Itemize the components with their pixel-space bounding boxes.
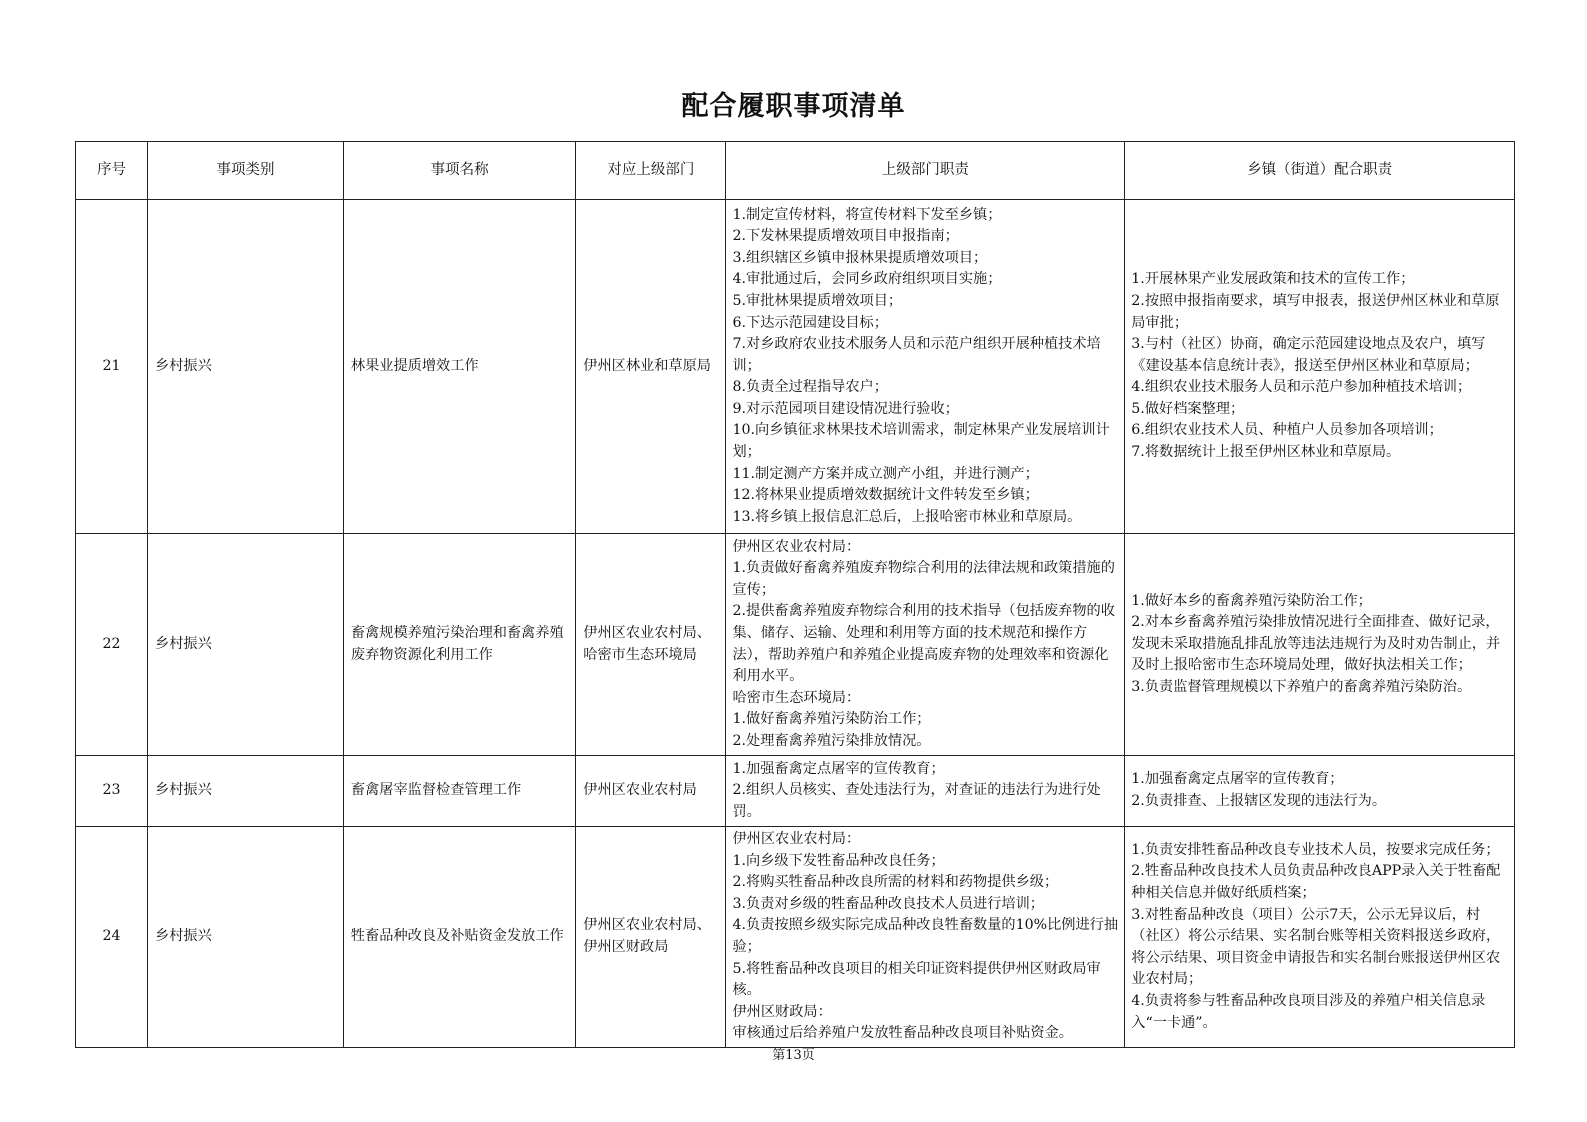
- page-number: 第13页: [772, 1048, 815, 1063]
- row-duties: 1.制定宣传材料，将宣传材料下发至乡镇； 2.下发林果提质增效项目申报指南； 3.组织辖区乡镇申报林果提质增效项目； 4.审批通过后，会同乡政府组织项目实施； 5.审批林果提质增效项目； 6.下达示范园建设目标； 7.对乡政府农业技术服务人员和示范户组织开展种植技术培训； 8.负责全过程指导农户； 9.对示范园项目建设情况进行验收； 10.向乡镇征求林果技术培训需求，制定林果产业发展培训计划； 11.制定测产方案并成立测产小组，并进行测产； 12.将林果业提质增效数据统计文件转发至乡镇； 13.将乡镇上报信息汇总后，上报哈密市林业和草原局。: [726, 200, 1125, 534]
- row-department: 伊州区林业和草原局: [576, 200, 726, 534]
- row-no: 24: [76, 827, 148, 1048]
- table-row: [76, 827, 1515, 1048]
- row-duties: 伊州区农业农村局： 1.负责做好畜禽养殖废弃物综合利用的法律法规和政策措施的宣传； 2.提供畜禽养殖废弃物综合利用的技术指导（包括废弃物的收集、储存、运输、处理和利用等方面的技术规范和操作方法），帮助养殖户和养殖企业提高废弃物的处理效率和资源化利用水平。 哈密市生态环境局： 1.做好畜禽养殖污染防治工作； 2.处理畜禽养殖污染排放情况。: [726, 534, 1125, 756]
- row-category: 乡村振兴: [148, 827, 344, 1048]
- table-row: [76, 534, 1515, 756]
- row-department: 伊州区农业农村局、伊州区财政局: [576, 827, 726, 1048]
- row-name: 牲畜品种改良及补贴资金发放工作: [343, 827, 575, 1048]
- row-category: 乡村振兴: [148, 756, 344, 827]
- row-department: 伊州区农业农村局: [576, 756, 726, 827]
- header-no: 序号: [76, 142, 148, 200]
- header-category: 事项类别: [148, 142, 344, 200]
- header-duties: 上级部门职责: [726, 142, 1125, 200]
- row-town-duties: 1.开展林果产业发展政策和技术的宣传工作； 2.按照申报指南要求，填写申报表，报送伊州区林业和草原局审批； 3.与村（社区）协商，确定示范园建设地点及农户，填写《建设基本信息统计表》，报送至伊州区林业和草原局； 4.组织农业技术服务人员和示范户参加种植技术培训； 5.做好档案整理； 6.组织农业技术人员、种植户人员参加各项培训； 7.将数据统计上报至伊州区林业和草原局。: [1125, 200, 1515, 534]
- header-department: 对应上级部门: [576, 142, 726, 200]
- row-no: 23: [76, 756, 148, 827]
- row-category: 乡村振兴: [148, 200, 344, 534]
- header-name: 事项名称: [343, 142, 575, 200]
- row-duties: 伊州区农业农村局： 1.向乡级下发牲畜品种改良任务； 2.将购买牲畜品种改良所需的材料和药物提供乡级； 3.负责对乡级的牲畜品种改良技术人员进行培训； 4.负责按照乡级实际完成品种改良牲畜数量的10%比例进行抽验； 5.将牲畜品种改良项目的相关印证资料提供伊州区财政局审核。 伊州区财政局： 审核通过后给养殖户发放牲畜品种改良项目补贴资金。: [726, 827, 1125, 1048]
- row-no: 22: [76, 534, 148, 756]
- row-town-duties: 1.加强畜禽定点屠宰的宣传教育； 2.负责排查、上报辖区发现的违法行为。: [1125, 756, 1515, 827]
- row-town-duties: 1.做好本乡的畜禽养殖污染防治工作； 2.对本乡畜禽养殖污染排放情况进行全面排查、做好记录，发现未采取措施乱排乱放等违法违规行为及时劝告制止，并及时上报哈密市生态环境局处理，做好执法相关工作； 3.负责监督管理规模以下养殖户的畜禽养殖污染防治。: [1125, 534, 1515, 756]
- row-duties: 1.加强畜禽定点屠宰的宣传教育； 2.组织人员核实、查处违法行为，对查证的违法行为进行处罚。: [726, 756, 1125, 827]
- table-row: [76, 200, 1515, 534]
- page-title: 配合履职事项清单: [681, 91, 906, 122]
- row-name: 畜禽规模养殖污染治理和畜禽养殖废弃物资源化利用工作: [343, 534, 575, 756]
- header-town-duties: 乡镇（街道）配合职责: [1125, 142, 1515, 200]
- table-header-row: [76, 142, 1515, 200]
- row-town-duties: 1.负责安排牲畜品种改良专业技术人员，按要求完成任务； 2.牲畜品种改良技术人员负责品种改良APP录入关于牲畜配种相关信息并做好纸质档案； 3.对牲畜品种改良（项目）公示7天，公示无异议后，村（社区）将公示结果、实名制台账等相关资料报送乡政府，将公示结果、项目资金申请报告和实名制台账报送伊州区农业农村局； 4.负责将参与牲畜品种改良项目涉及的养殖户相关信息录入“一卡通”。: [1125, 827, 1515, 1048]
- row-name: 林果业提质增效工作: [343, 200, 575, 534]
- row-department: 伊州区农业农村局、哈密市生态环境局: [576, 534, 726, 756]
- row-category: 乡村振兴: [148, 534, 344, 756]
- table-row: [76, 756, 1515, 827]
- row-name: 畜禽屠宰监督检查管理工作: [343, 756, 575, 827]
- duty-table: [75, 141, 1515, 1048]
- row-no: 21: [76, 200, 148, 534]
